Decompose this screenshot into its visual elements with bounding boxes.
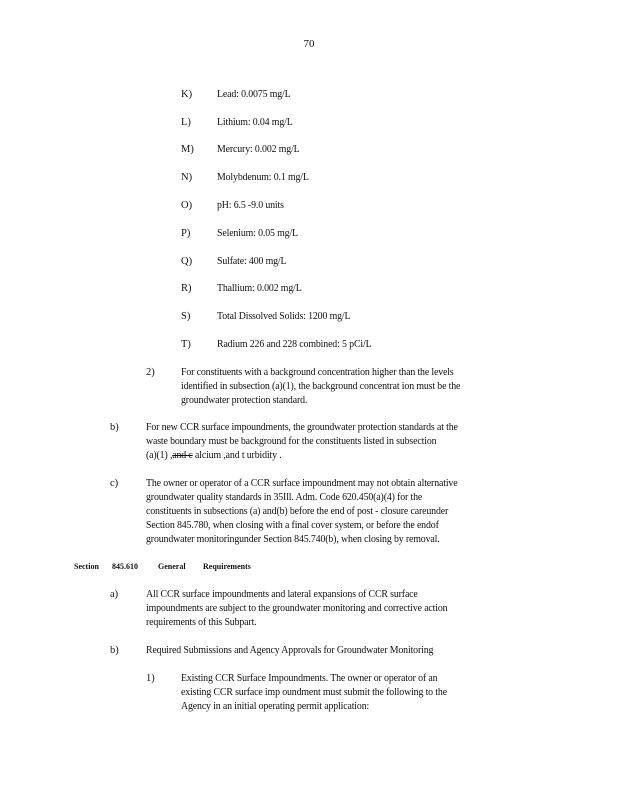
paragraph-line: requirements of this Subpart. bbox=[146, 617, 257, 628]
item-b-paragraph bbox=[146, 421, 458, 463]
list-item: Selenium: 0.05 mg/L bbox=[217, 228, 298, 239]
paragraph-line: constituents in subsections (a) and(b) before the end of post - closure careunder bbox=[146, 506, 449, 517]
list-label: S) bbox=[181, 311, 191, 322]
item-c-label: c) bbox=[110, 478, 119, 489]
section-a-paragraph bbox=[146, 588, 447, 630]
paragraph-line: Required Submissions and Agency Approvals for Groundwater Monitoring bbox=[146, 645, 434, 656]
paragraph-line: identified in subsection (a)(1), the background concentrat ion must be the bbox=[181, 381, 461, 392]
section-number: 845.610 bbox=[112, 562, 138, 571]
page-number: 70 bbox=[303, 38, 315, 50]
paragraph-line bbox=[146, 449, 458, 463]
list-label: M) bbox=[181, 144, 194, 155]
list-item: Molybdenum: 0.1 mg/L bbox=[217, 172, 309, 183]
paragraph-line: The owner or operator of a CCR surface impoundment may not obtain alternative bbox=[146, 478, 458, 489]
line-rest: alcium ,and t urbidity . bbox=[192, 450, 282, 461]
paragraph-line: impoundments are subject to the groundwater monitoring and corrective action bbox=[146, 603, 448, 614]
paragraph-line: For constituents with a background concentration higher than the levels bbox=[181, 367, 454, 378]
list-label: N) bbox=[181, 172, 193, 183]
list-item: Lead: 0.0075 mg/L bbox=[217, 89, 291, 100]
item-2-label: 2) bbox=[146, 367, 155, 378]
section-word: Section bbox=[74, 562, 99, 571]
list-label: O) bbox=[181, 200, 193, 211]
section-b-paragraph bbox=[146, 644, 433, 658]
item-c-paragraph bbox=[146, 477, 457, 547]
list-item: Mercury: 0.002 mg/L bbox=[217, 144, 300, 155]
list-item: Radium 226 and 228 combined: 5 pCi/L bbox=[217, 339, 372, 350]
list-label: L) bbox=[181, 117, 191, 128]
section-b-label: b) bbox=[110, 645, 119, 656]
paragraph-line: groundwater quality standards in 35Ill. Adm. Code 620.450(a)(4) for the bbox=[146, 492, 423, 503]
paragraph-line: groundwater monitoringunder Section 845.740(b), when closing by removal. bbox=[146, 534, 440, 545]
list-label: R) bbox=[181, 283, 192, 294]
paragraph-line: groundwater protection standard. bbox=[181, 395, 308, 406]
section-title-1: General bbox=[158, 562, 186, 571]
paragraph-line: Existing CCR Surface Impoundments. The owner or operator of an bbox=[181, 673, 438, 684]
section-title-2: Requirements bbox=[203, 562, 251, 571]
line-start: (a)(1) , bbox=[146, 450, 173, 461]
struck-text: and c bbox=[172, 450, 193, 461]
list-label: T) bbox=[181, 339, 191, 350]
paragraph-line: For new CCR surface impoundments, the groundwater protection standards at the bbox=[146, 422, 458, 433]
list-label: K) bbox=[181, 89, 193, 100]
paragraph-line: Agency in an initial operating permit application: bbox=[181, 701, 370, 712]
list-item: Total Dissolved Solids: 1200 mg/L bbox=[217, 311, 351, 322]
section-a-label: a) bbox=[110, 589, 119, 600]
paragraph-line: existing CCR surface imp oundment must submit the following to the bbox=[181, 687, 447, 698]
list-item: Lithium: 0.04 mg/L bbox=[217, 117, 293, 128]
list-item: pH: 6.5 -9.0 units bbox=[217, 200, 284, 211]
paragraph-line: waste boundary must be background for the constituents listed in subsection bbox=[146, 436, 437, 447]
item-b-label: b) bbox=[110, 422, 119, 433]
section-b1-paragraph bbox=[181, 672, 447, 714]
list-item: Thallium: 0.002 mg/L bbox=[217, 283, 302, 294]
list-label: Q) bbox=[181, 256, 193, 267]
paragraph-line: Section 845.780, when closing with a final cover system, or before the endof bbox=[146, 520, 439, 531]
list-item: Sulfate: 400 mg/L bbox=[217, 256, 287, 267]
section-b1-label: 1) bbox=[146, 673, 155, 684]
list-label: P) bbox=[181, 228, 191, 239]
paragraph-line: All CCR surface impoundments and lateral expansions of CCR surface bbox=[146, 589, 418, 600]
item-2-paragraph bbox=[181, 366, 460, 408]
